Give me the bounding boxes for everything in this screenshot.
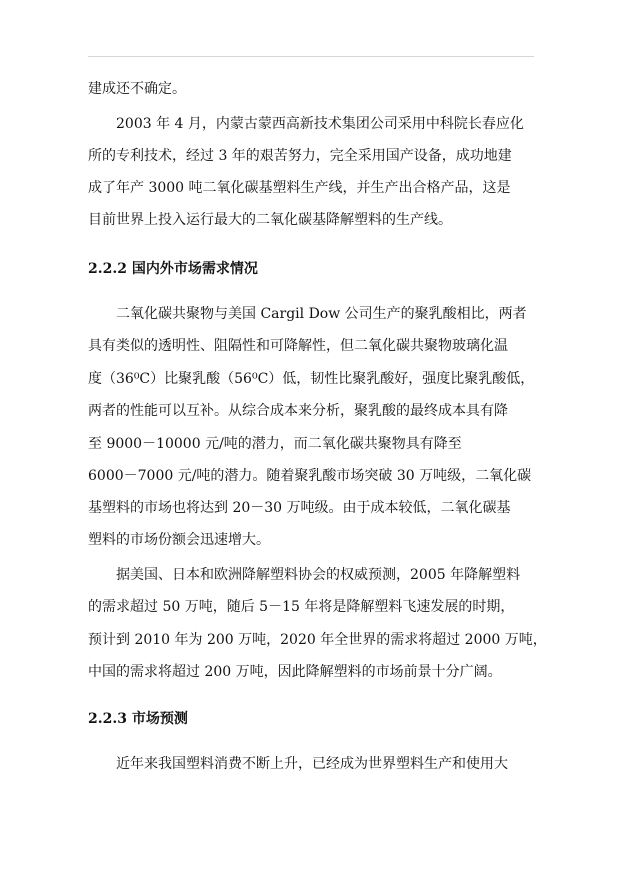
text-line-6: 二氧化碳共聚物与美国 Cargil Dow 公司生产的聚乳酸相比，两者 (116, 306, 527, 322)
header-rule (88, 56, 534, 57)
text-line-1: 建成还不确定。 (88, 81, 186, 97)
text-line-12: 基塑料的市场也将达到 20－30 万吨级。由于成本较低，二氧化碳基 (88, 500, 511, 516)
section-heading-2-2-2: 2.2.2 国内外市场需求情况 (88, 261, 258, 277)
text-line-13: 塑料的市场份额会迅速增大。 (88, 532, 270, 548)
section-heading-2-2-3: 2.2.3 市场预测 (88, 711, 188, 727)
text-line-15: 的需求超过 50 万吨，随后 5－15 年将是降解塑料飞速发展的时期， (88, 599, 515, 615)
text-line-14: 据美国、日本和欧洲降解塑料协会的权威预测，2005 年降解塑料 (116, 567, 521, 583)
text-line-9: 两者的性能可以互补。从综合成本来分析，聚乳酸的最终成本具有降 (88, 403, 508, 419)
text-line-3: 所的专利技术，经过 3 年的艰苦努力，完全采用国产设备，成功地建 (88, 148, 512, 164)
text-line-10: 至 9000－10000 元/吨的潜力，而二氧化碳共聚物具有降至 (88, 436, 462, 452)
text-line-17: 中国的需求将超过 200 万吨，因此降解塑料的市场前景十分广阔。 (88, 664, 502, 680)
text-line-11: 6000－7000 元/吨的潜力。随着聚乳酸市场突破 30 万吨级，二氧化碳 (88, 468, 532, 484)
text-line-4: 成了年产 3000 吨二氧化碳基塑料生产线，并生产出合格产品，这是 (88, 180, 511, 196)
text-line-2: 2003 年 4 月，内蒙古蒙西高新技术集团公司采用中科院长春应化 (116, 116, 524, 132)
text-line-8: 度（36⁰C）比聚乳酸（56⁰C）低，韧性比聚乳酸好，强度比聚乳酸低， (88, 371, 535, 387)
text-line-5: 目前世界上投入运行最大的二氧化碳基降解塑料的生产线。 (88, 212, 452, 228)
text-line-16: 预计到 2010 年为 200 万吨，2020 年全世界的需求将超过 2000 万吨， (88, 632, 547, 648)
text-line-7: 具有类似的透明性、阻隔性和可降解性，但二氧化碳共聚物玻璃化温 (88, 338, 508, 354)
text-line-18: 近年来我国塑料消费不断上升，已经成为世界塑料生产和使用大 (116, 756, 508, 772)
